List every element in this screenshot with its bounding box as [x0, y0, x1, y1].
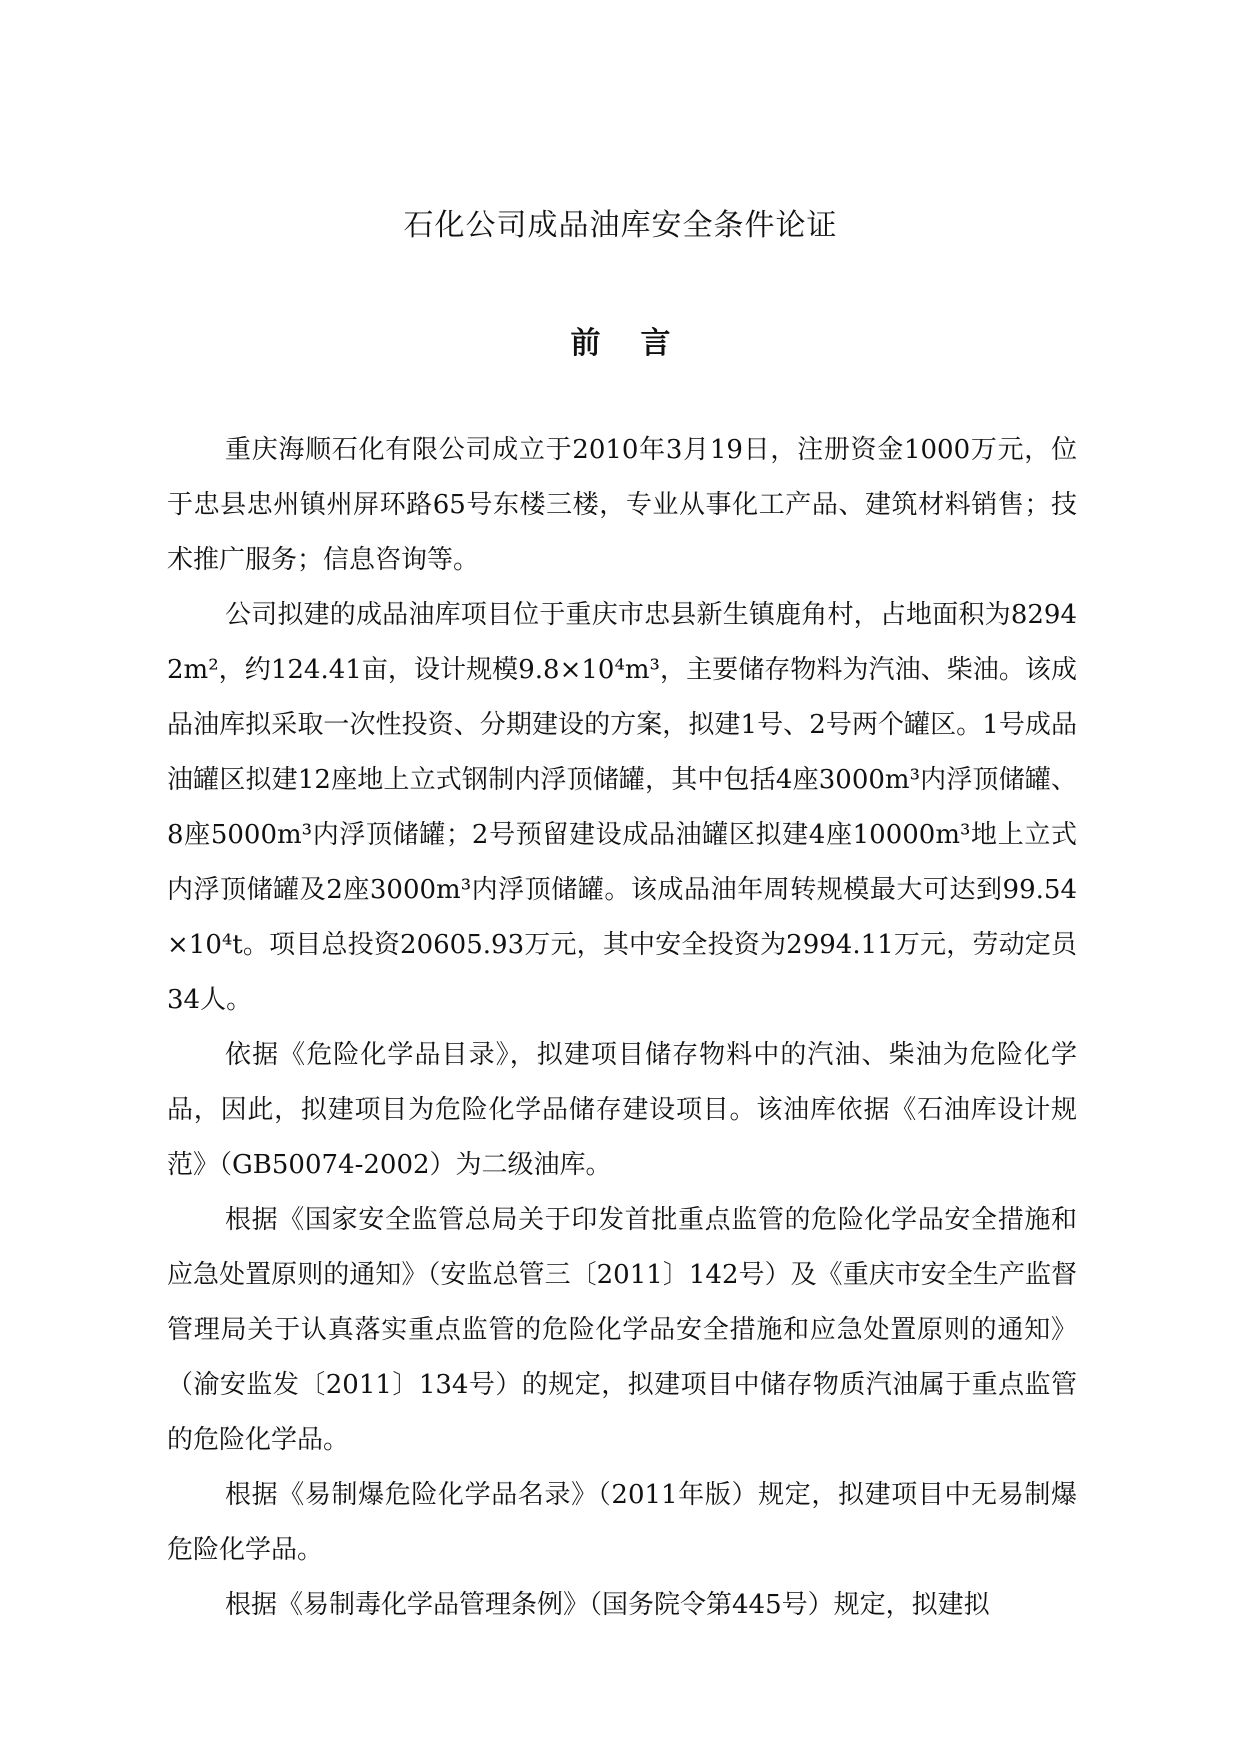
paragraph: 重庆海顺石化有限公司成立于2010年3月19日，注册资金1000万元，位于忠县忠州镇州屏环路65号东楼三楼，专业从事化工产品、建筑材料销售；技术推广服务；信息咨询等。: [167, 435, 1077, 575]
paragraph: 根据《国家安全监管总局关于印发首批重点监管的危险化学品安全措施和应急处置原则的通知》（安监总管三〔2011〕142号）及《重庆市安全生产监督管理局关于认真落实重点监管的危险化学品安全措施和应急处置原则的通知》（渝安监发〔2011〕134号）的规定，拟建项目中储存物质汽油属于重点监管的危险化学品。: [167, 1205, 1077, 1455]
paragraph: 根据《易制毒化学品管理条例》（国务院令第445号）规定，拟建拟: [225, 1590, 990, 1620]
document-title: 石化公司成品油库安全条件论证: [403, 208, 838, 243]
paragraph: 根据《易制爆危险化学品名录》（2011年版）规定，拟建项目中无易制爆危险化学品。: [167, 1480, 1077, 1565]
paragraph: 公司拟建的成品油库项目位于重庆市忠县新生镇鹿角村，占地面积为82942m²，约124.41亩，设计规模9.8×10⁴m³，主要储存物料为汽油、柴油。该成品油库拟采取一次性投资、分期建设的方案，拟建1号、2号两个罐区。1号成品油罐区拟建12座地上立式钢制内浮顶储罐，其中包括4座3000m³内浮顶储罐、8座5000m³内浮顶储罐；2号预留建设成品油罐区拟建4座10000m³地上立式内浮顶储罐及2座3000m³内浮顶储罐。该成品油年周转规模最大可达到99.54×10⁴t。项目总投资20605.93万元，其中安全投资为2994.11万元，劳动定员34人。: [167, 600, 1077, 1015]
paragraph: 依据《危险化学品目录》，拟建项目储存物料中的汽油、柴油为危险化学品，因此，拟建项目为危险化学品储存建设项目。该油库依据《石油库设计规范》（GB50074-2002）为二级油库。: [167, 1040, 1077, 1180]
document-body: [167, 423, 1077, 1633]
section-heading: 前言: [570, 326, 711, 361]
